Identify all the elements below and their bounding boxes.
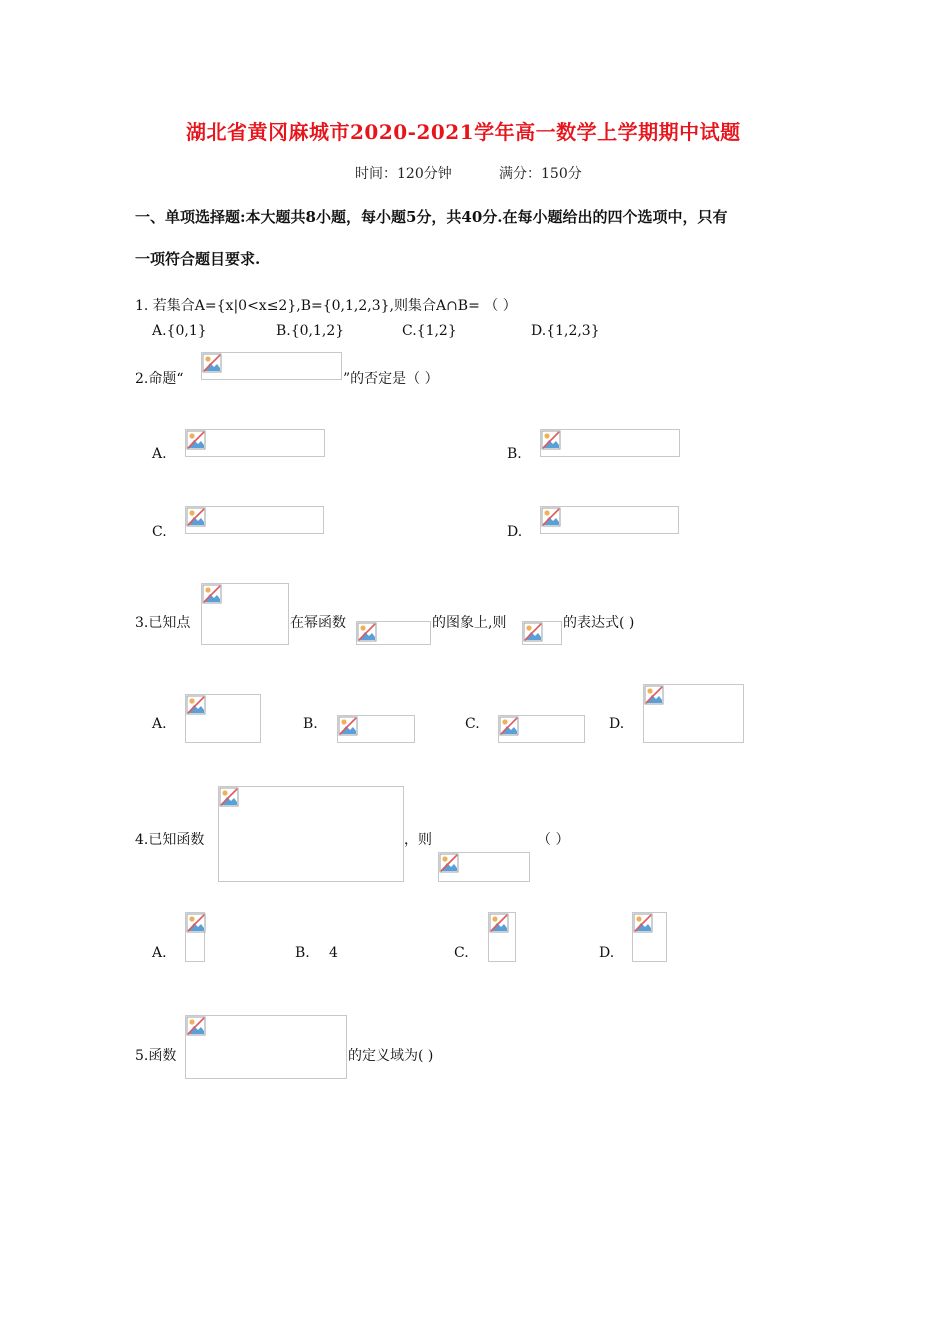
- q4-expression-image: [438, 852, 530, 882]
- q4-function-image: [218, 786, 404, 882]
- q4-option-d-image: [632, 912, 667, 962]
- question-2-suffix: ”的否定是（ ）: [343, 371, 439, 387]
- broken-image-icon: [186, 1016, 206, 1036]
- question-4-prefix: 4.已知函数: [135, 832, 205, 848]
- question-4-mid: ，则: [404, 832, 432, 848]
- broken-image-icon: [186, 913, 206, 933]
- broken-image-icon: [186, 430, 206, 450]
- question-3-mid1: 在幂函数: [290, 615, 346, 631]
- question-5-suffix: 的定义域为( ): [348, 1048, 434, 1064]
- question-3-mid2: 的图象上,则: [432, 615, 507, 631]
- q3-label-d: D.: [609, 716, 625, 732]
- page-title: 湖北省黄冈麻城市2020-2021学年高一数学上学期期中试题: [186, 120, 741, 144]
- q2-formula-image: [201, 352, 342, 380]
- broken-image-icon: [523, 622, 543, 642]
- q4-option-c-image: [488, 912, 516, 962]
- q2-option-c-image: [185, 506, 324, 534]
- broken-image-icon: [499, 716, 519, 736]
- broken-image-icon: [357, 622, 377, 642]
- q3-fx-image: [522, 621, 562, 645]
- question-1-stem: 1. 若集合A={x|0<x≤2},B={0,1,2,3},则集合A∩B= （ ）: [135, 298, 517, 314]
- broken-image-icon: [202, 584, 222, 604]
- section-heading: 一、单项选择题:本大题共8小题，每小题5分，共40分.在每小题给出的四个选项中，只有: [135, 208, 728, 226]
- q3-option-c-image: [498, 715, 585, 743]
- broken-image-icon: [202, 353, 222, 373]
- q4-option-a-image: [185, 912, 205, 962]
- q4-label-c: C.: [454, 945, 469, 961]
- broken-image-icon: [439, 853, 459, 873]
- question-4-suffix: （ ）: [537, 832, 570, 848]
- q3-option-b-image: [337, 715, 415, 743]
- broken-image-icon: [338, 716, 358, 736]
- q1-option-c: C.{1,2}: [402, 323, 457, 339]
- q2-label-a: A.: [152, 446, 167, 462]
- q2-option-a-image: [185, 429, 325, 457]
- q3-option-d-image: [643, 684, 744, 743]
- exam-score: 满分：150分: [499, 166, 582, 182]
- q1-option-b: B.{0,1,2}: [276, 323, 345, 339]
- broken-image-icon: [541, 507, 561, 527]
- q3-label-c: C.: [465, 716, 480, 732]
- q4-label-d: D.: [599, 945, 615, 961]
- q2-label-d: D.: [507, 524, 523, 540]
- broken-image-icon: [489, 913, 509, 933]
- q3-option-a-image: [185, 694, 261, 743]
- q2-label-b: B.: [507, 446, 522, 462]
- question-3-prefix: 3.已知点: [135, 615, 191, 631]
- exam-time: 时间：120分钟: [355, 166, 452, 182]
- q5-function-image: [185, 1015, 347, 1079]
- q4-label-a: A.: [152, 945, 167, 961]
- broken-image-icon: [186, 695, 206, 715]
- broken-image-icon: [541, 430, 561, 450]
- broken-image-icon: [186, 507, 206, 527]
- broken-image-icon: [633, 913, 653, 933]
- q3-point-image: [201, 583, 289, 645]
- q1-option-d: D.{1,2,3}: [531, 323, 600, 339]
- q2-option-d-image: [540, 506, 679, 534]
- q3-function-image: [356, 621, 431, 645]
- question-2-prefix: 2.命题“: [135, 371, 184, 387]
- q3-label-b: B.: [303, 716, 318, 732]
- q2-label-c: C.: [152, 524, 167, 540]
- section-heading-cont: 一项符合题目要求.: [135, 250, 261, 268]
- broken-image-icon: [644, 685, 664, 705]
- q4-option-b-value: 4: [329, 945, 338, 961]
- q3-label-a: A.: [152, 716, 167, 732]
- q4-label-b: B.: [295, 945, 310, 961]
- question-5-prefix: 5.函数: [135, 1048, 177, 1064]
- broken-image-icon: [219, 787, 239, 807]
- q1-option-a: A.{0,1}: [152, 323, 207, 339]
- question-3-suffix: 的表达式( ): [563, 615, 635, 631]
- q2-option-b-image: [540, 429, 680, 457]
